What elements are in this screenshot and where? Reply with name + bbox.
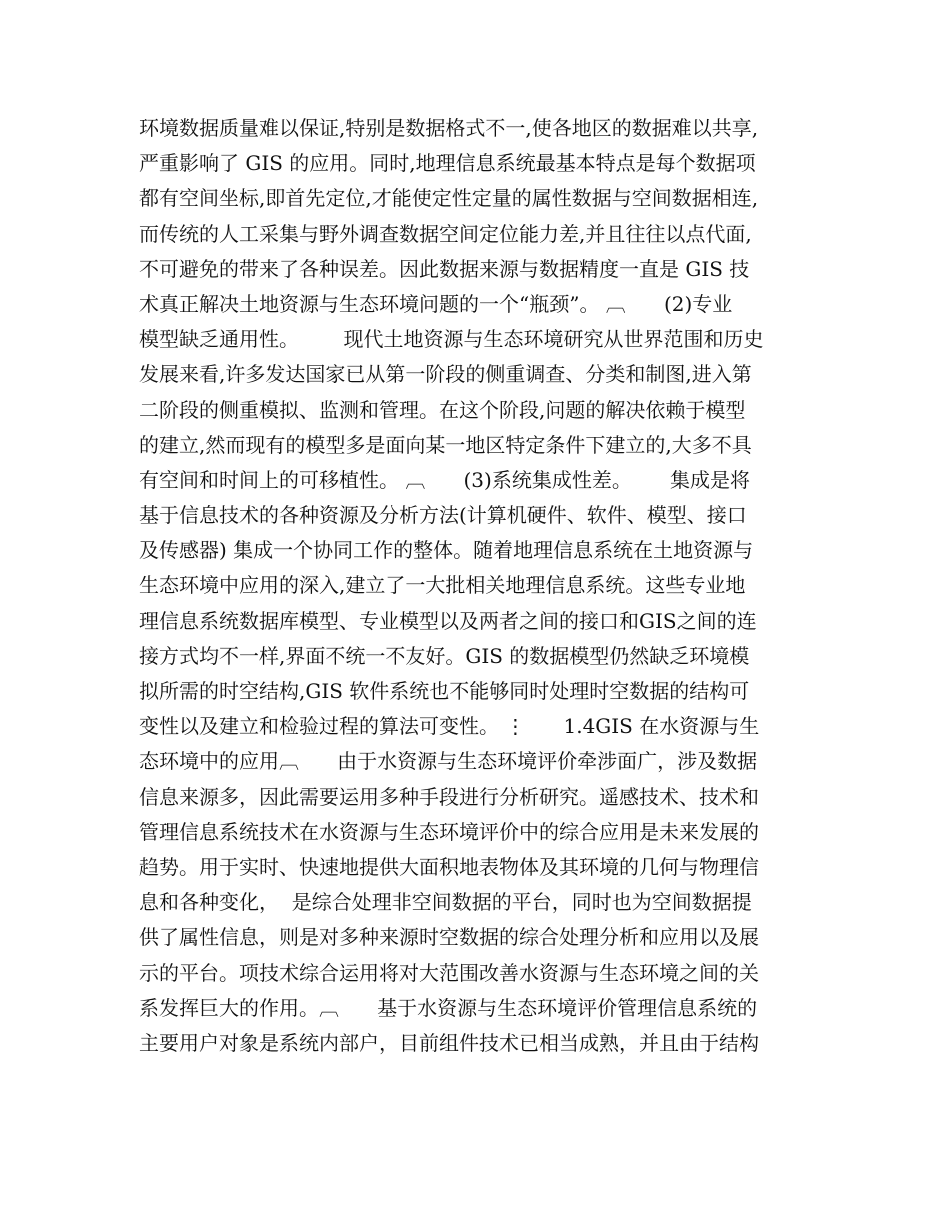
text-line: 有空间和时间上的可移植性。 ︹ (3)系统集成性差。 集成是将 bbox=[139, 467, 750, 492]
text-line: 示的平台。项技术综合运用将对大范围改善水资源与生态环境之间的关 bbox=[139, 960, 759, 985]
text-line: 都有空间坐标,即首先定位,才能使定性定量的属性数据与空间数据相连, bbox=[139, 186, 759, 211]
text-line: 不可避免的带来了各种误差。因此数据来源与数据精度一直是 GIS 技 bbox=[139, 256, 750, 281]
text-line: 变性以及建立和检验过程的算法可变性。 ⋮ 1.4GIS 在水资源与生 bbox=[139, 714, 760, 739]
text-line: 主要用户对象是系统内部户，目前组件技术已相当成熟，并且由于结构 bbox=[139, 1030, 759, 1055]
text-line: 趋势。用于实时、快速地提供大面积地表物体及其环境的几何与物理信 bbox=[139, 854, 759, 879]
text-line: 信息来源多，因此需要运用多种手段进行分析研究。遥感技术、技术和 bbox=[139, 784, 759, 809]
text-line: 息和各种变化， 是综合处理非空间数据的平台，同时也为空间数据提 bbox=[139, 890, 752, 915]
text-line: 模型缺乏通用性。 现代土地资源与生态环境研究从世界范围和历史 bbox=[139, 327, 764, 352]
text-line: 拟所需的时空结构,GIS 软件系统也不能够同时处理时空数据的结构可 bbox=[139, 679, 750, 703]
text-line: 严重影响了 GIS 的应用。同时,地理信息系统最基本特点是每个数据项 bbox=[139, 151, 756, 176]
body-text bbox=[139, 111, 829, 1061]
text-line: 生态环境中应用的深入,建立了一大批相关地理信息系统。这些专业地 bbox=[139, 573, 746, 598]
text-line: 供了属性信息，则是对多种来源时空数据的综合处理分析和应用以及展 bbox=[139, 925, 759, 950]
text-line: 发展来看,许多发达国家已从第一阶段的侧重调查、分类和制图,进入第 bbox=[139, 362, 752, 387]
text-line: 态环境中的应用︹ 由于水资源与生态环境评价牵涉面广，涉及数据 bbox=[139, 749, 758, 774]
text-line: 的建立,然而现有的模型多是面向某一地区特定条件下建立的,大多不具 bbox=[139, 432, 752, 457]
text-line: 二阶段的侧重模拟、监测和管理。在这个阶段,问题的解决依赖于模型 bbox=[139, 397, 746, 422]
text-line: 管理信息系统技术在水资源与生态环境评价中的综合应用是未来发展的 bbox=[139, 819, 759, 844]
text-line: 理信息系统数据库模型、专业模型以及两者之间的接口和GIS之间的连 bbox=[139, 608, 757, 633]
text-line: 接方式均不一样,界面不统一不友好。GIS 的数据模型仍然缺乏环境模 bbox=[139, 643, 750, 668]
text-line: 环境数据质量难以保证,特别是数据格式不一,使各地区的数据难以共享, bbox=[139, 116, 759, 140]
text-line: 基于信息技术的各种资源及分析方法(计算机硬件、软件、模型、接口 bbox=[139, 503, 747, 528]
text-line: 术真正解决土地资源与生态环境问题的一个“瓶颈”。 ︹ (2)专业 bbox=[139, 291, 733, 316]
text-line: 及传感器) 集成一个协同工作的整体。随着地理信息系统在土地资源与 bbox=[139, 538, 754, 563]
text-line: 系发挥巨大的作用。︹ 基于水资源与生态环境评价管理信息系统的 bbox=[139, 995, 758, 1020]
text-line: 而传统的人工采集与野外调查数据空间定位能力差,并且往往以点代面, bbox=[139, 221, 752, 246]
